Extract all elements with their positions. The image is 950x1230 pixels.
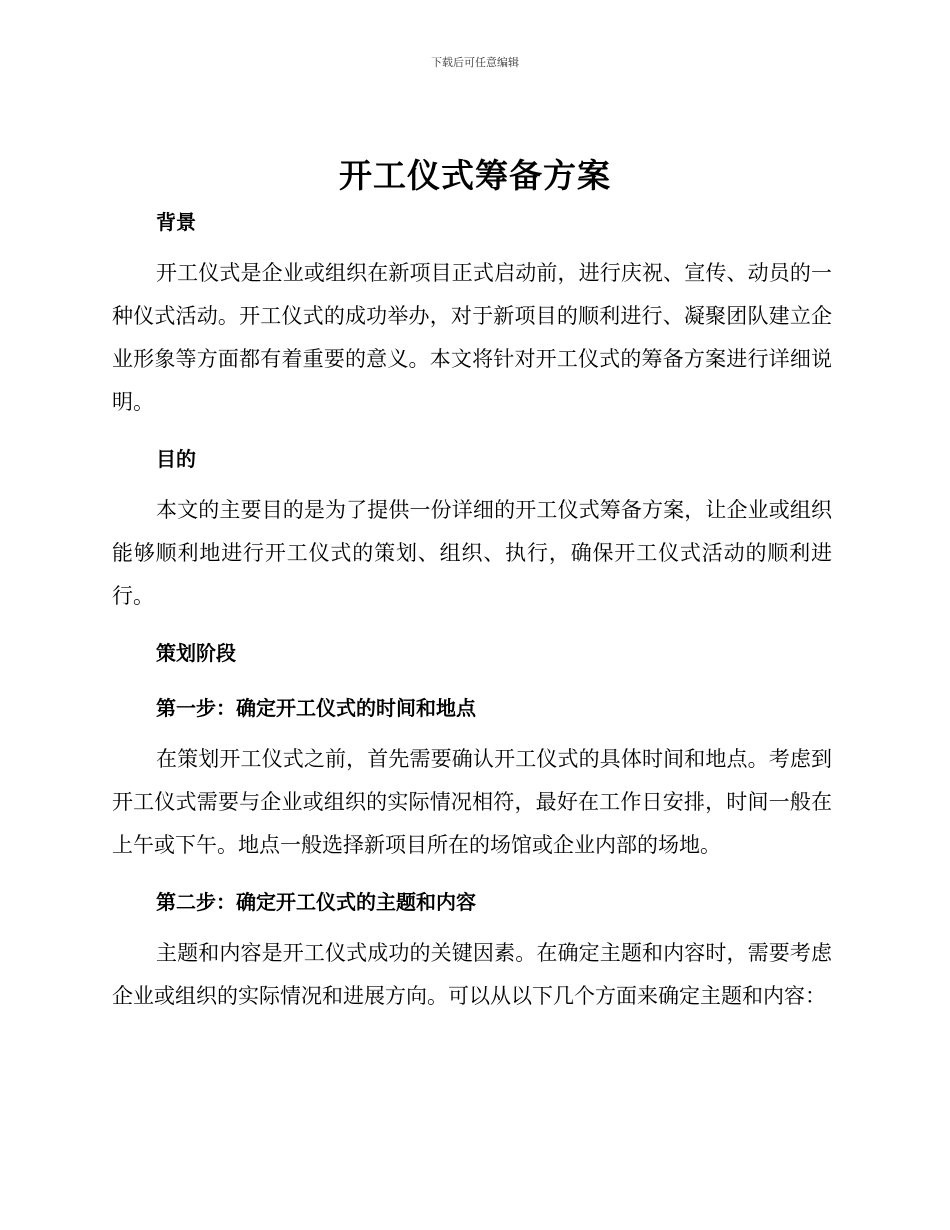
- section-paragraph-purpose: 本文的主要目的是为了提供一份详细的开工仪式筹备方案，让企业或组织能够顺利地进行开工仪式的策划、组织、执行，确保开工仪式活动的顺利进行。: [112, 498, 832, 608]
- section-heading-planning-stage: 策划阶段: [156, 641, 236, 665]
- page-header-note: 下载后可任意编辑: [431, 56, 519, 69]
- section-paragraph-step-one: 在策划开工仪式之前，首先需要确认开工仪式的具体时间和地点。考虑到开工仪式需要与企业或组织的实际情况相符，最好在工作日安排，时间一般在上午或下午。地点一般选择新项目所在的场馆或企业内部的场地。: [112, 747, 832, 857]
- section-heading-background: 背景: [156, 210, 196, 234]
- section-heading-step-one: 第一步：确定开工仪式的时间和地点: [156, 696, 476, 720]
- document-title: 开工仪式筹备方案: [339, 156, 611, 195]
- section-heading-step-two: 第二步：确定开工仪式的主题和内容: [156, 890, 476, 914]
- section-paragraph-step-two: 主题和内容是开工仪式成功的关键因素。在确定主题和内容时，需要考虑企业或组织的实际情况和进展方向。可以从以下几个方面来确定主题和内容：: [112, 941, 832, 1008]
- section-heading-purpose: 目的: [156, 447, 196, 471]
- section-paragraph-background: 开工仪式是企业或组织在新项目正式启动前，进行庆祝、宣传、动员的一种仪式活动。开工仪式的成功举办，对于新项目的顺利进行、凝聚团队建立企业形象等方面都有着重要的意义。本文将针对开工仪式的筹备方案进行详细说明。: [112, 261, 832, 414]
